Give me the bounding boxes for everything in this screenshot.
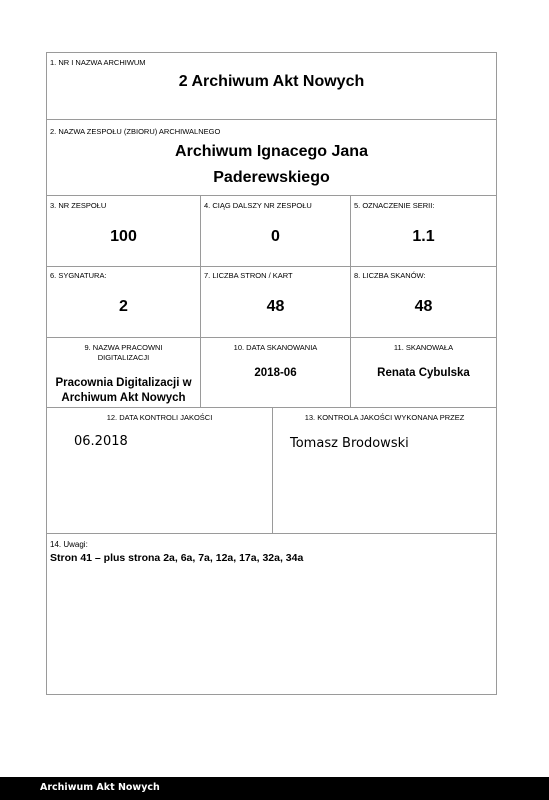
- row-fonds-name: [47, 120, 496, 196]
- label-signature: 6. SYGNATURA:: [50, 271, 107, 280]
- field-scan-count: [350, 267, 496, 337]
- value-signature: 2: [119, 298, 128, 315]
- field-series: [350, 196, 496, 266]
- label-series: 5. OZNACZENIE SERII:: [354, 201, 435, 210]
- row-digitization: [47, 338, 496, 408]
- value-fonds-number: 100: [110, 228, 137, 245]
- row-archive: [47, 53, 496, 120]
- field-fonds-number: [47, 196, 200, 266]
- label-scan-count: 8. LICZBA SKANÓW:: [354, 271, 426, 280]
- scan-metadata-form: [46, 52, 497, 695]
- field-fonds-continuation: [200, 196, 350, 266]
- value-scan-date: 2018-06: [254, 367, 297, 379]
- value-scan-count: 48: [414, 298, 433, 315]
- label-qc-by: 13. KONTROLA JAKOŚCI WYKONANA PRZEZ: [304, 413, 465, 422]
- label-scan-date: 10. DATA SKANOWANIA: [233, 343, 318, 352]
- label-archive-name: 1. NR I NAZWA ARCHIWUM: [50, 58, 146, 67]
- value-fonds-continuation: 0: [271, 228, 280, 245]
- field-scanned-by: [350, 338, 496, 407]
- label-scanned-by: 11. SKANOWAŁA: [393, 343, 454, 352]
- field-signature: [47, 267, 200, 337]
- value-qc-date: 06.2018: [74, 434, 128, 449]
- label-fonds-number: 3. NR ZESPOŁU: [50, 201, 107, 210]
- footer-text: Archiwum Akt Nowych: [40, 782, 160, 793]
- value-fonds-name-line2: Paderewskiego: [213, 169, 330, 186]
- value-archive-name: 2 Archiwum Akt Nowych: [178, 73, 365, 90]
- row-notes: [47, 534, 496, 694]
- value-digitization-lab-line2: Archiwum Akt Nowych: [61, 392, 186, 404]
- value-page-count: 48: [266, 298, 285, 315]
- label-digitization-lab-line1: 9. NAZWA PRACOWNI: [84, 343, 163, 352]
- value-scanned-by: Renata Cybulska: [377, 367, 470, 379]
- field-fonds-name: [47, 120, 496, 195]
- label-page-count: 7. LICZBA STRON / KART: [204, 271, 293, 280]
- field-notes: [47, 534, 496, 694]
- field-digitization-lab: [47, 338, 200, 407]
- label-fonds-continuation: 4. CIĄG DALSZY NR ZESPOŁU: [204, 201, 312, 210]
- value-series: 1.1: [412, 228, 435, 245]
- field-qc-date: [47, 408, 272, 533]
- row-counts: [47, 267, 496, 338]
- label-notes: 14. Uwagi:: [50, 540, 88, 549]
- label-fonds-name: 2. NAZWA ZESPOŁU (ZBIORU) ARCHIWALNEGO: [50, 127, 221, 136]
- field-page-count: [200, 267, 350, 337]
- value-qc-by: Tomasz Brodowski: [290, 436, 409, 451]
- value-fonds-name-line1: Archiwum Ignacego Jana: [175, 143, 368, 160]
- label-qc-date: 12. DATA KONTROLI JAKOŚCI: [106, 413, 213, 422]
- field-qc-by: [272, 408, 496, 533]
- row-numbers: [47, 196, 496, 267]
- field-scan-date: [200, 338, 350, 407]
- label-digitization-lab-line2: DIGITALIZACJI: [97, 353, 150, 362]
- value-notes: Stron 41 – plus strona 2a, 6a, 7a, 12a, 17a, 32a, 34a: [50, 552, 304, 564]
- row-quality-control: [47, 408, 496, 534]
- field-archive-name: [47, 53, 496, 119]
- value-digitization-lab-line1: Pracownia Digitalizacji w: [55, 377, 192, 389]
- footer-bar: [0, 777, 549, 800]
